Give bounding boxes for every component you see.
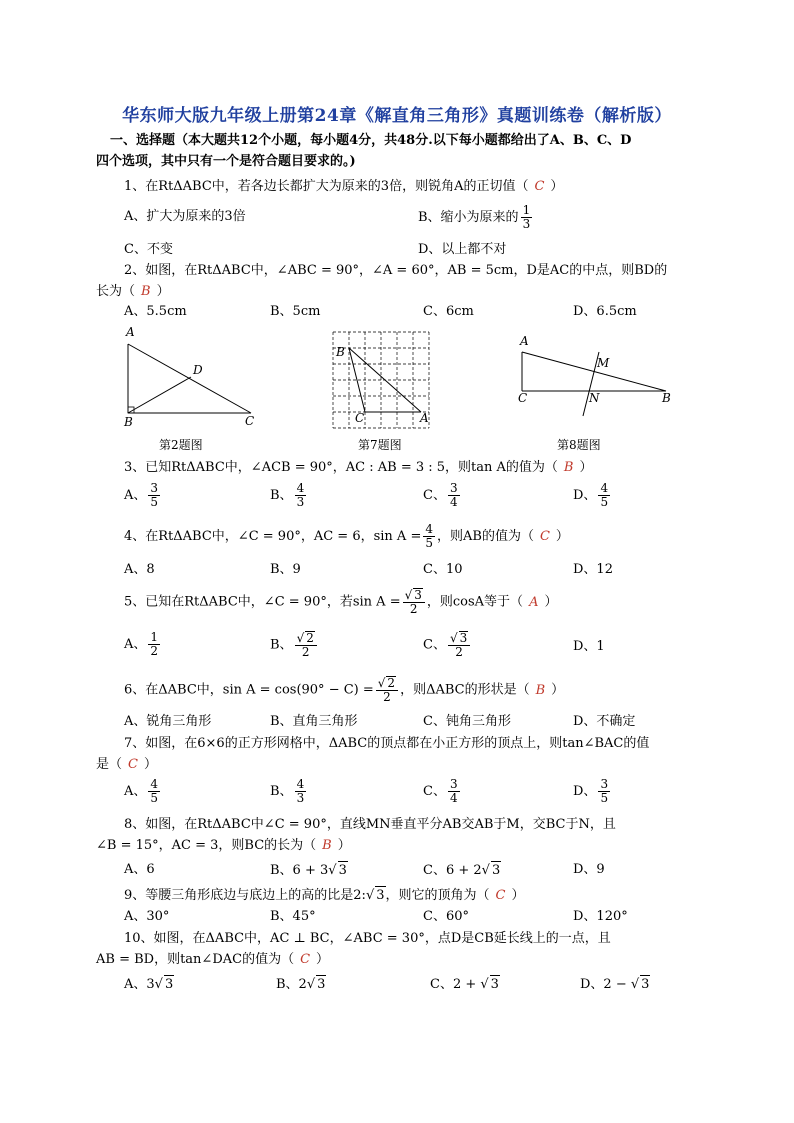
q7-d-den: 5 (600, 791, 609, 805)
q7-stem: 7、如图，在6×6的正方形网格中，ΔABC的顶点都在小正方形的顶点上，则tan∠BAC的值 (124, 736, 650, 751)
q9-option-d: D、120° (573, 909, 628, 924)
q1-option-d: D、以上都不对 (418, 242, 507, 257)
q8-option-d: D、9 (573, 862, 605, 877)
q10-stem2: AB = BD，则tan∠DAC的值为（ (96, 952, 295, 967)
q8-option-b: B、6 + 3√ 3 (270, 863, 347, 878)
q5-option-a (124, 631, 162, 658)
q4-answer: C (539, 529, 550, 544)
q6-num: √ 2 (376, 676, 398, 691)
q7-b-den: 3 (296, 791, 305, 805)
q3-option-a (124, 482, 162, 509)
q7-c-den: 4 (449, 791, 458, 805)
q5-option-d: D、1 (573, 639, 605, 654)
q10-option-d: D、2 − √ 3 (580, 977, 650, 992)
q5-c-frac (448, 631, 470, 659)
q10-stem-cont (96, 951, 329, 969)
figure-q8 (510, 328, 680, 428)
q1-close: ） (550, 179, 564, 194)
q7-option-c (423, 778, 462, 805)
section-heading-cont: 四个选项，其中只有一个是符合题目要求的。) (96, 154, 356, 169)
q7-d-label: D、 (573, 784, 597, 799)
q3-d-den: 5 (600, 495, 609, 509)
q4-num: 4 (425, 522, 433, 536)
q10-option-c: C、2 + √ 3 (430, 977, 499, 992)
q4-option-a: A、8 (124, 562, 155, 577)
q1-option-c: C、不变 (124, 242, 173, 257)
q10-option-b: B、2√ 3 (276, 977, 326, 992)
q5-b-num: √ 2 (295, 631, 317, 646)
fig2-label-a: A (126, 325, 135, 339)
q9-stem: 9、等腰三角形底边与底边上的高的比是2:√ 3，则它的顶角为（ C ） (124, 888, 525, 903)
q10-b-label: B、2 (276, 977, 307, 992)
q3-option-d (573, 482, 612, 509)
q10-stem: 10、如图，在ΔABC中，AC ⊥ BC，∠ABC = 30°，点D是CB延长线上的一点，且 (124, 931, 611, 946)
fig8-label-b: B (662, 391, 671, 405)
q1-b-den: 3 (522, 217, 531, 231)
q5-num-radicand: 3 (414, 588, 422, 602)
figure-q7-caption: 第7题图 (358, 438, 402, 452)
fig7-label-c: C (355, 411, 365, 425)
q9-stem-text: 9、等腰三角形底边与底边上的高的比是2: (124, 888, 366, 903)
q4-option-d: D、12 (573, 562, 613, 577)
q4-option-c: C、10 (423, 562, 463, 577)
fig2-label-c: C (245, 414, 255, 428)
q4-close: ） (555, 529, 569, 544)
q10-d-radicand: 3 (641, 977, 650, 992)
q7-stem2: 是（ (96, 757, 123, 772)
q3-c-label: C、 (423, 488, 446, 503)
q7-a-frac (148, 778, 160, 805)
q3-a-frac (148, 482, 160, 509)
q6-frac (376, 676, 398, 704)
q6-stem-end: ，则ΔABC的形状是（ (400, 682, 530, 698)
q2-option-b: B、5cm (270, 304, 321, 319)
q3-b-frac (295, 482, 307, 509)
q9-option-b: B、45° (270, 909, 316, 924)
q10-b-radicand: 3 (317, 977, 326, 992)
q5-a-num: 1 (150, 630, 159, 644)
q7-c-num: 3 (449, 777, 458, 791)
q8-close: ） (337, 838, 351, 853)
q9-radicand: 3 (376, 888, 385, 903)
q6-option-b: B、直角三角形 (270, 714, 358, 729)
q4-stem-end: ，则AB的值为（ (437, 529, 534, 544)
q2-option-a: A、5.5cm (124, 304, 187, 319)
q8-stem2: ∠B = 15°，AC = 3，则BC的长为（ (96, 838, 317, 853)
q7-c-frac (448, 778, 460, 805)
q10-c-label: C、2 + (430, 977, 477, 992)
q1-option-b-fraction (521, 204, 533, 231)
q9-close: ） (511, 888, 525, 903)
q5-b-label: B、 (270, 637, 293, 653)
q1-stem-text: 1、在RtΔABC中，若各边长都扩大为原来的3倍，则锐角A的正切值（ (124, 179, 529, 194)
q8-option-c: C、6 + 2√ 3 (423, 863, 501, 878)
q6-stem-text: 6、在ΔABC中，sin A = cos(90° − C) = (124, 682, 374, 698)
q8-c-label: C、6 + 2 (423, 863, 482, 878)
q5-num: √ 3 (403, 588, 425, 603)
q5-c-num: √ 3 (448, 631, 470, 646)
q1-option-b (418, 204, 534, 231)
q7-option-a (124, 778, 162, 805)
q3-d-label: D、 (573, 488, 597, 503)
q10-d-label: D、2 − (580, 977, 627, 992)
q6-option-a: A、锐角三角形 (124, 714, 212, 729)
q7-stem-cont (96, 756, 157, 774)
q7-b-num: 4 (296, 777, 305, 791)
q7-a-label: A、 (124, 784, 147, 799)
figure-q8-caption: 第8题图 (557, 438, 601, 452)
q3-option-b (270, 482, 308, 509)
q3-answer: B (563, 460, 574, 475)
q5-a-den: 2 (150, 644, 159, 658)
q1-option-b-text: B、缩小为原来的 (418, 210, 519, 225)
q7-option-b (270, 778, 308, 805)
q10-a-radicand: 3 (164, 977, 174, 992)
q7-d-num: 3 (600, 777, 609, 791)
q3-a-den: 5 (150, 495, 159, 509)
q5-c-label: C、 (423, 637, 446, 653)
q6-answer: B (535, 682, 546, 698)
q10-option-a: A、3√ 3 (124, 977, 174, 992)
q2-close: ） (156, 284, 170, 299)
q9-option-c: C、60° (423, 909, 469, 924)
q2-option-c: C、6cm (423, 304, 474, 319)
q7-a-den: 5 (150, 791, 159, 805)
q5-stem-text: 5、已知在RtΔABC中，∠C = 90°，若sin A = (124, 594, 401, 610)
q10-a-label: A、3 (124, 977, 155, 992)
q3-b-label: B、 (270, 488, 293, 503)
q3-stem-text: 3、已知RtΔABC中，∠ACB = 90°，AC : AB = 3 : 5，则tan A的值为（ (124, 460, 558, 475)
fig2-label-d: D (193, 363, 203, 377)
q8-answer: B (322, 838, 332, 853)
q5-den: 2 (409, 602, 418, 616)
q9-answer: C (495, 888, 506, 903)
exam-title: 华东师大版九年级上册第24章《解直角三角形》真题训练卷（解析版） (122, 106, 672, 126)
q5-stem (124, 588, 557, 616)
q3-a-num: 3 (150, 481, 159, 495)
q4-option-b: B、9 (270, 562, 301, 577)
figure-q2 (115, 322, 275, 432)
q5-b-frac (295, 631, 317, 659)
q5-a-label: A、 (124, 637, 147, 652)
q5-a-frac (148, 631, 160, 658)
fig8-label-c: C (518, 391, 528, 405)
section-heading: 一、选择题（本大题共12个小题，每小题4分，共48分.以下每小题都给出了A、B、C、D (110, 133, 632, 148)
q8-stem: 8、如图，在RtΔABC中∠C = 90°，直线MN垂直平分AB交AB于M，交BC于N，且 (124, 817, 616, 832)
q10-c-radicand: 3 (490, 977, 499, 992)
q7-answer: C (128, 757, 138, 772)
q8-c-radicand: 3 (491, 863, 501, 878)
fig7-label-b: B (336, 345, 345, 359)
q4-den: 5 (425, 536, 433, 550)
q7-close: ） (143, 757, 157, 772)
q3-b-den: 3 (296, 495, 305, 509)
q3-close: ） (579, 460, 593, 475)
q2-stem: 2、如图，在RtΔABC中，∠ABC = 90°，∠A = 60°，AB = 5cm，D是AC的中点，则BD的 (124, 263, 668, 278)
q1-stem (124, 178, 563, 196)
q6-close: ） (551, 682, 565, 698)
q5-option-b (270, 631, 319, 659)
q2-stem-cont (96, 283, 170, 301)
q5-c-den: 2 (455, 645, 463, 659)
q5-frac (403, 588, 425, 616)
q7-b-label: B、 (270, 784, 293, 799)
q6-stem (124, 676, 564, 704)
q3-d-frac (598, 482, 610, 509)
q8-option-a: A、6 (124, 862, 155, 877)
q3-b-num: 4 (296, 481, 305, 495)
q3-c-den: 4 (449, 495, 458, 509)
q1-b-num: 1 (522, 203, 531, 217)
q7-option-d (573, 778, 612, 805)
q3-option-c (423, 482, 462, 509)
q9-stem-end: ，则它的顶角为（ (385, 888, 490, 903)
figure-q2-caption: 第2题图 (159, 438, 203, 452)
q6-num-radicand: 2 (387, 676, 396, 690)
fig8-label-a: A (520, 334, 529, 348)
q4-stem (124, 523, 569, 550)
q3-c-num: 3 (449, 481, 458, 495)
q6-option-d: D、不确定 (573, 714, 636, 729)
q9-option-a: A、30° (124, 909, 170, 924)
q5-c-radicand: 3 (459, 631, 468, 645)
q3-d-num: 4 (600, 481, 609, 495)
q1-option-a: A、扩大为原来的3倍 (124, 209, 246, 224)
q2-option-d: D、6.5cm (573, 304, 637, 319)
q5-b-den: 2 (301, 645, 310, 659)
q10-answer: C (300, 952, 311, 967)
q8-stem-cont (96, 837, 351, 855)
q2-answer: B (141, 284, 151, 299)
fig8-label-n: N (589, 391, 600, 405)
q4-frac (423, 523, 435, 550)
q5-stem-end: ，则cosA等于（ (426, 594, 524, 610)
q7-c-label: C、 (423, 784, 446, 799)
q3-stem (124, 459, 593, 477)
q6-den: 2 (383, 690, 391, 704)
q10-close: ） (316, 952, 330, 967)
q7-d-frac (598, 778, 610, 805)
q5-option-c (423, 631, 472, 659)
q7-a-num: 4 (150, 777, 159, 791)
q5-close: ） (544, 594, 558, 610)
q5-answer: A (529, 594, 539, 610)
fig8-label-m: M (597, 356, 610, 370)
q6-option-c: C、钝角三角形 (423, 714, 511, 729)
fig7-label-a: A (420, 411, 429, 425)
q4-stem-text: 4、在RtΔABC中，∠C = 90°，AC = 6，sin A = (124, 529, 422, 544)
q3-c-frac (448, 482, 460, 509)
q8-b-label: B、6 + 3 (270, 863, 329, 878)
q5-b-radicand: 2 (306, 631, 314, 645)
q1-answer: C (534, 179, 545, 194)
figure-q7 (325, 326, 435, 434)
q3-a-label: A、 (124, 488, 147, 503)
q2-stem2: 长为（ (96, 284, 136, 299)
q8-b-radicand: 3 (338, 863, 347, 878)
q7-b-frac (295, 778, 307, 805)
fig2-label-b: B (124, 415, 133, 429)
